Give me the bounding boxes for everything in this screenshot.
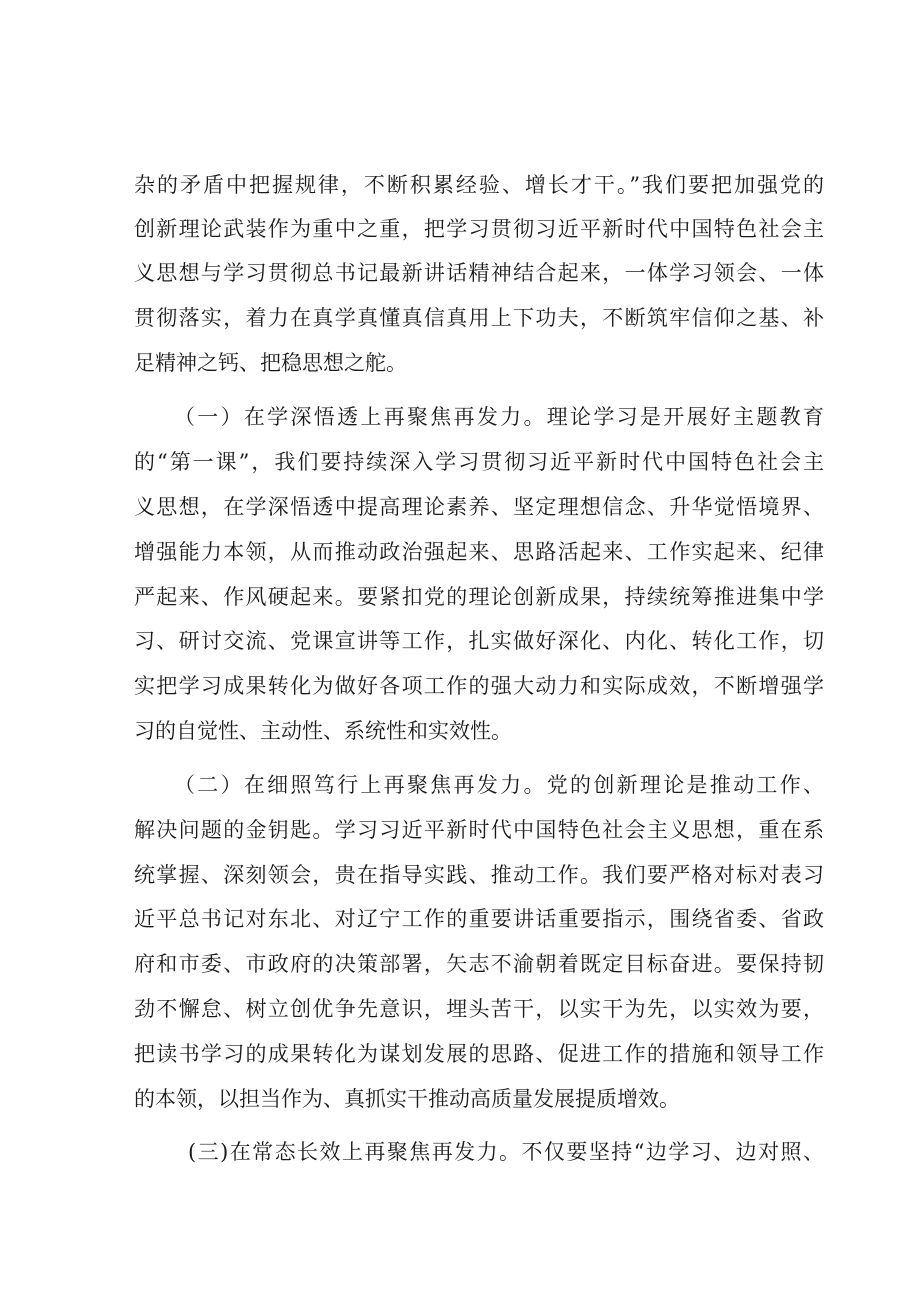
body-text-line: 严起来、作风硬起来。要紧扣党的理论创新成果，持续统筹推进集中学 (134, 585, 824, 609)
body-text-line: 把读书学习的成果转化为谋划发展的思路、促进工作的措施和领导工作 (134, 1042, 824, 1066)
section-heading-line: (三)在常态长效上再聚焦再发力。不仅要坚持“边学习、边对照、 (188, 1140, 824, 1164)
body-text-line: 义思想，在学深悟透中提高理论素养、坚定理想信念、升华觉悟境界、 (134, 495, 824, 519)
body-text-line: 的本领，以担当作为、真抓实干推动高质量发展提质增效。 (134, 1087, 680, 1111)
body-text-line: 增强能力本领，从而推动政治强起来、思路活起来、工作实起来、纪律 (134, 540, 824, 564)
body-text-line: 实把学习成果转化为做好各项工作的强大动力和实际成效，不断增强学 (134, 674, 824, 698)
body-text-line: 足精神之钙、把稳思想之舵。 (134, 351, 407, 375)
body-text-line: 府和市委、市政府的决策部署，矢志不渝朝着既定目标奋进。要保持韧 (134, 952, 824, 976)
body-text-line: 解决问题的金钥匙。学习习近平新时代中国特色社会主义思想，重在系 (134, 818, 824, 842)
body-text-line: 统掌握、深刻领会，贵在指导实践、推动工作。我们要严格对标对表习 (134, 863, 824, 887)
section-heading-line: （二）在细照笃行上再聚焦再发力。党的创新理论是推动工作、 (174, 773, 824, 797)
body-text-line: 贯彻落实，着力在真学真懂真信真用上下功夫，不断筑牢信仰之基、补 (134, 306, 824, 330)
body-text-line: 杂的矛盾中把握规律，不断积累经验、增长才干。”我们要把加强党的 (134, 173, 824, 197)
body-text-line: 创新理论武装作为重中之重，把学习贯彻习近平新时代中国特色社会主 (134, 217, 824, 241)
body-text-line: 劲不懈怠、树立创优争先意识，埋头苦干，以实干为先，以实效为要， (134, 997, 824, 1021)
body-text-line: 习的自觉性、主动性、系统性和实效性。 (134, 719, 512, 743)
section-heading-line: （一）在学深悟透上再聚焦再发力。理论学习是开展好主题教育 (174, 405, 824, 429)
body-text-line: 的“第一课”，我们要持续深入学习贯彻习近平新时代中国特色社会主 (134, 450, 824, 474)
body-text-line: 义思想与学习贯彻总书记最新讲话精神结合起来，一体学习领会、一体 (134, 261, 824, 285)
body-text-line: 近平总书记对东北、对辽宁工作的重要讲话重要指示，围绕省委、省政 (134, 907, 824, 931)
body-text-line: 习、研讨交流、党课宣讲等工作，扎实做好深化、内化、转化工作，切 (134, 629, 824, 653)
